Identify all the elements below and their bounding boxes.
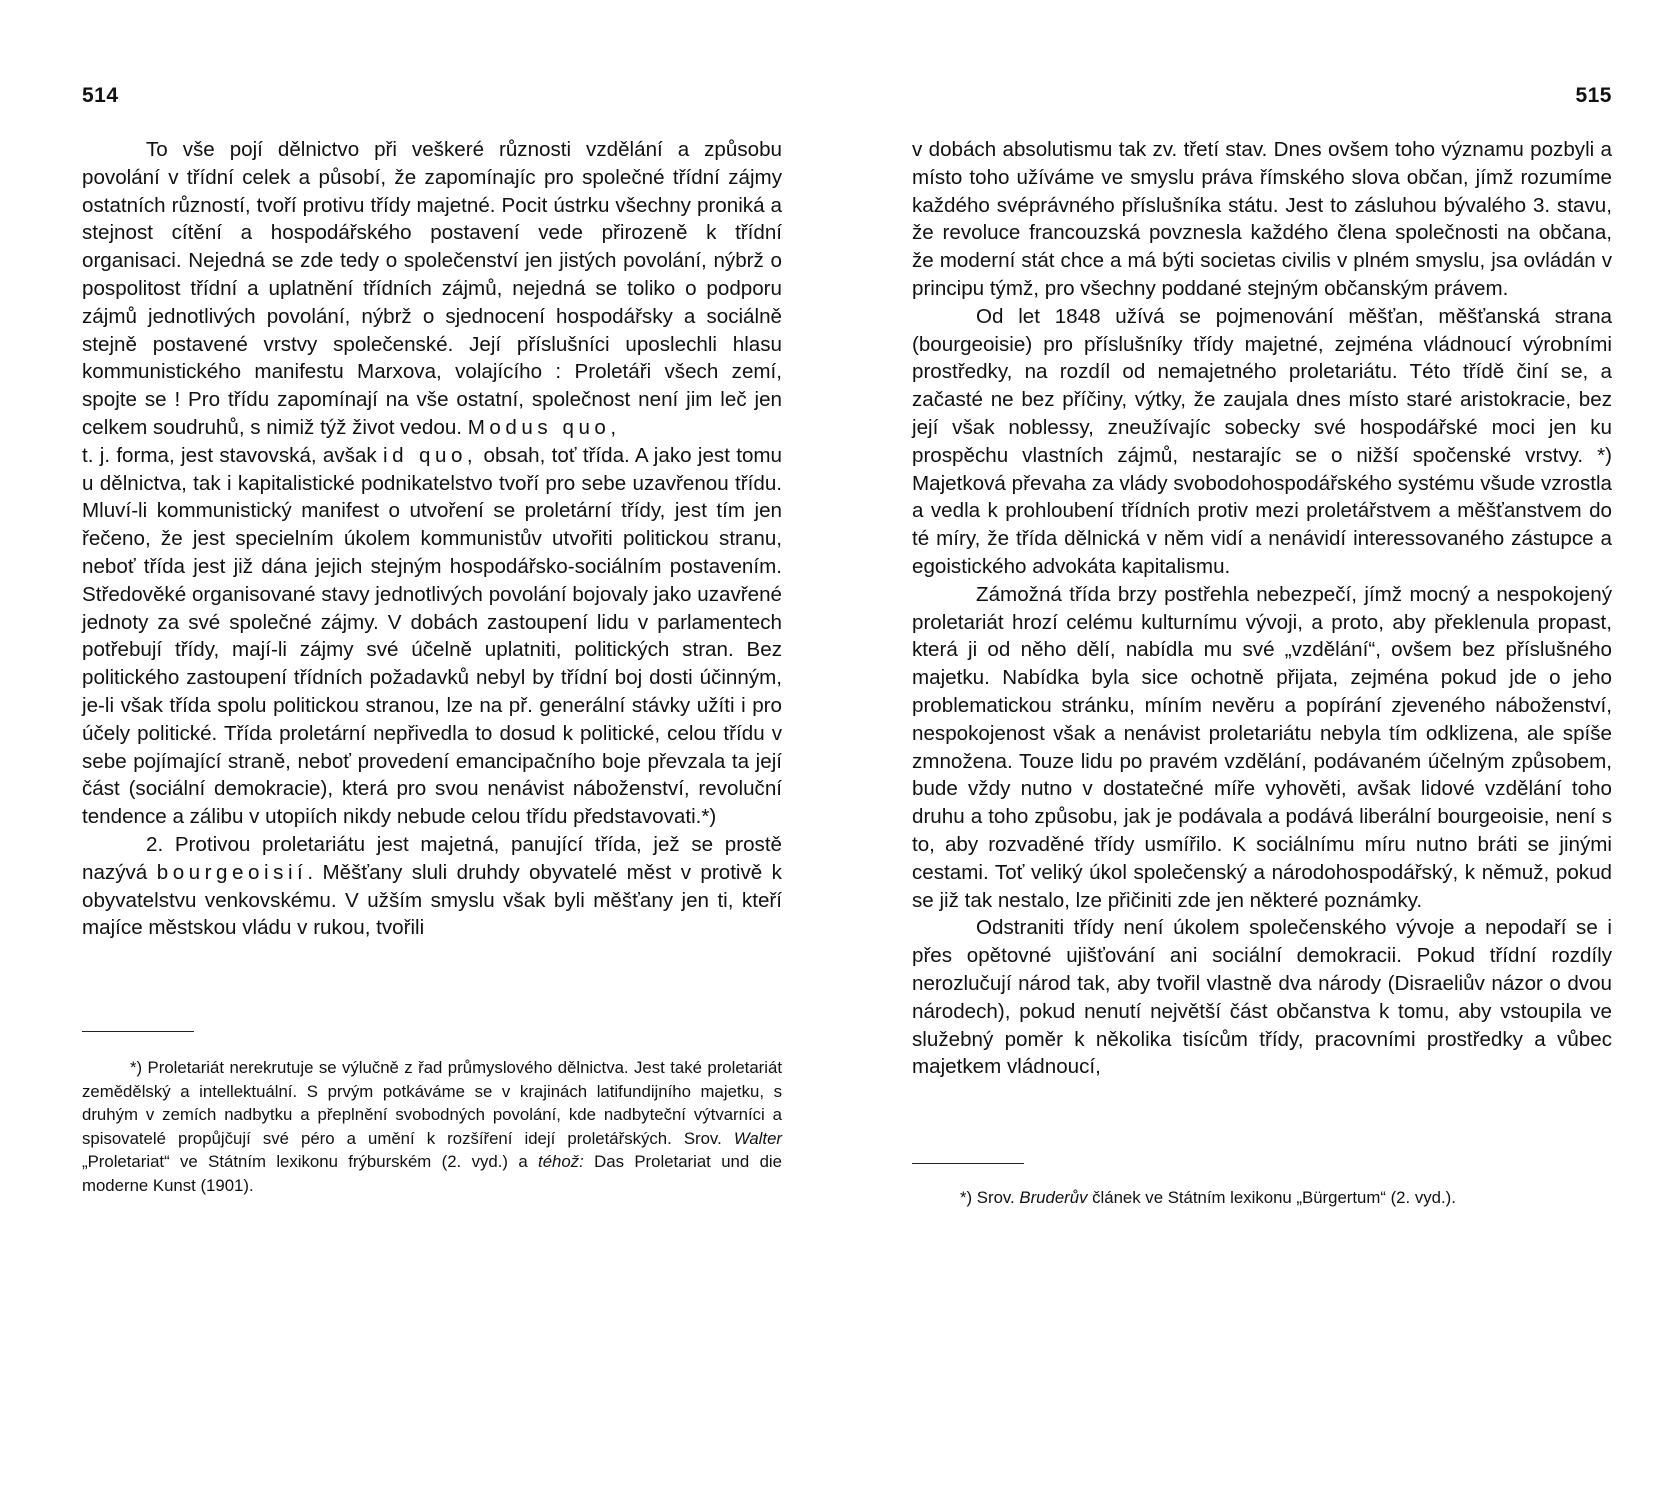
paragraph: Zámožná třída brzy postřehla nebezpečí, jímž mocný a nespokojený proletariát hrozí celému kulturnímu vývoji, a proto, aby překlenula propast, která ji od něho dělí, nabídla mu své „vzdělání“, ovšem bez příslušného majetku. Nabídka byla sice ochotně přijata, zejména pokud jde o jeho problematickou stránku, míním nevěru a popírání zjeveného náboženství, nespokojenost však a nenávist proletariátu nebyla tím odklizena, ale spíše zmnožena. Touze lidu po pravém vzdělání, podávaném účelným způsobem, bude vždy nutno v dostatečné míře vyhověti, avšak lidové vzdělání toho druhu a toho způsobu, jak je podávala a podává liberální bourgeoisie, není s to, aby rozvaděné třídy usmířilo. K sociálnímu míru nutno bráti se jinými cestami. Toť veliký úkol společenský a národohospodářský, k němuž, pokud se již tak nestalo, lze přičiniti zde jen některé poznámky. — [912, 582, 1612, 912]
spaced-term: id quo, — [383, 443, 478, 467]
paragraph: Od let 1848 užívá se pojmenování měšťan, měšťanská strana (bourgeoisie) pro příslušníky třídy majetné, zejména vládnoucí výrobními prostředky, na rozdíl od nemajetného proletariátu. Této třídě činí se, a začasté ne bez příčiny, výtky, že zaujala dnes místo staré aristokracie, bez její však noblessy, zneužívajíc sobecky své hospodářské moci jen ku prospěchu vlastních zájmů, nestarajíc se o nižší spočenské vrstvy. *) Majetková převaha za vlády svobodohospodářského systému všude vzrostla a vedla k prohloubení třídních protiv mezi proletářstvem a měšťanstvem do té míry, že třída dělnická v něm vidí a nenávidí interessovaného zástupce a egoistického advokáta kapitalismu. — [912, 304, 1612, 578]
footnote: *) Proletariát nerekrutuje se výlučně z řad průmyslového dělnictva. Jest také proletariát zemědělský a intellektuální. S prvým potkáváme se v krajinách latifundijního majetku, s druhým v zemích nadbytku a přeplnění svobodných povolání, kde nadbyteční výtvarníci a spisovatelé propůjčují své péro a umění k rozšíření idejí proletářských. Srov. Walter „Proletariat“ ve Státním lexikonu frýburském (2. vyd.) a téhož: Das Proletariat und die moderne Kunst (1901). — [82, 1058, 782, 1195]
spaced-term: Modus quo, — [467, 415, 621, 439]
paragraph: t. j. forma, jest stavovská, avšak id quo, obsah, toť třída. A jako jest tomu u dělnictva, tak i kapitalistické podnikatelstvo tvoří pro sebe uzavřenou třídu. Mluví-li kommunistický manifest o utvoření se proletární třídy, jest tím jen řečeno, že jest specielním úkolem kommunistův utvořiti politickou stranu, neboť třída jest již dána jejich stejným hospodářsko-sociálním postavením. Středověké organisované stavy jednotlivých povolání bojovaly jako uzavřené jednoty za své společné zájmy. V dobách zastoupení lidu v parlamentech potřebují třídy, mají-li zájmy své účelně uplatniti, politických stran. Bez politického zastoupení třídních požadavků nebyl by třídní boj dosti účinným, je-li však třída spolu politickou stranou, lze na př. generální stávky užíti i pro účely politické. Třída proletární nepřivedla to dosud k politické, celou třídu v sebe pojímající straně, neboť provedení emancipačního boje převzala ta její část (sociální demokracie), která pro svou nenávist náboženství, revoluční tendence a zálibu v utopiích nikdy nebude celou třídu představovati.*) — [82, 443, 783, 829]
spaced-term: bourgeoisií — [156, 860, 308, 884]
footnote-rule — [82, 1031, 194, 1032]
paragraph: To vše pojí dělnictvo při veškeré různosti vzdělání a způsobu povolání v třídní celek a působí, že zapomínajíc pro společné třídní zájmy ostatních růzností, tvoří protivu třídy majetné. Pocit ústrku všechny proniká a stejnost cítění a hospodářského postavení vede přirozeně k třídní organisaci. Nejedná se zde tedy o společenství jen jistých povolání, nýbrž o pospolitost třídní a uplatnění třídních zájmů, nejedná se toliko o podporu zájmů jednotlivých povolání, nýbrž o sjednocení hospodářsky a sociálně stejně postavené vrstvy společenské. Její příslušníci uposlechli hlasu kommunistického manifestu Marxova, volajícího : Proletáři všech zemí, spojte se ! Pro třídu zapomínají na vše ostatní, společnost není jim leč jen celkem soudruhů, s nimiž týž život vedou. Modus quo, — [82, 138, 782, 439]
footnote: *) Srov. Bruderův článek ve Státním lexikonu „Bürgertum“ (2. vyd.). — [960, 1188, 1456, 1207]
page-body — [912, 136, 1612, 1081]
paragraph: 2. Protivou proletariátu jest majetná, panující třída, jež se prostě nazývá bourgeoisií. Měšťany sluli druhdy obyvatelé měst v protivě k obyvatelstvu venkovskému. V užším smyslu však byli měšťany jen ti, kteří majíce městskou vládu v rukou, tvořili — [82, 832, 782, 940]
paragraph: v dobách absolutismu tak zv. třetí stav. Dnes ovšem toho významu pozbyli a místo toho užíváme ve smyslu práva římského slova občan, jímž rozumíme každého svéprávného příslušníka státu. Jest to zásluhou bývalého 3. stavu, že revoluce francouzská povznesla každého člena společnosti na občana, že moderní stát chce a má býti societas civilis v plném smyslu, jsa ovládán v principu týmž, pro všechny poddané stejným občanským právem. — [912, 138, 1612, 300]
paragraph: Odstraniti třídy není úkolem společenského vývoje a nepodaří se i přes opětovné ujišťování ani sociální demokracii. Pokud třídní rozdíly nerozlučují národ tak, aby tvořil vlastně dva národy (Disraeliův názor o dvou národech), pokud nenutí největší část občanstva k tomu, aby vstoupila ve služebný poměr k několika tisícům třídy, pracovními prostředky a vůbec majetkem vládnoucí, — [912, 916, 1612, 1079]
page-body — [82, 136, 782, 942]
page-number: 515 — [1575, 84, 1612, 107]
page-number: 514 — [82, 84, 119, 107]
footnote-rule — [912, 1163, 1024, 1164]
